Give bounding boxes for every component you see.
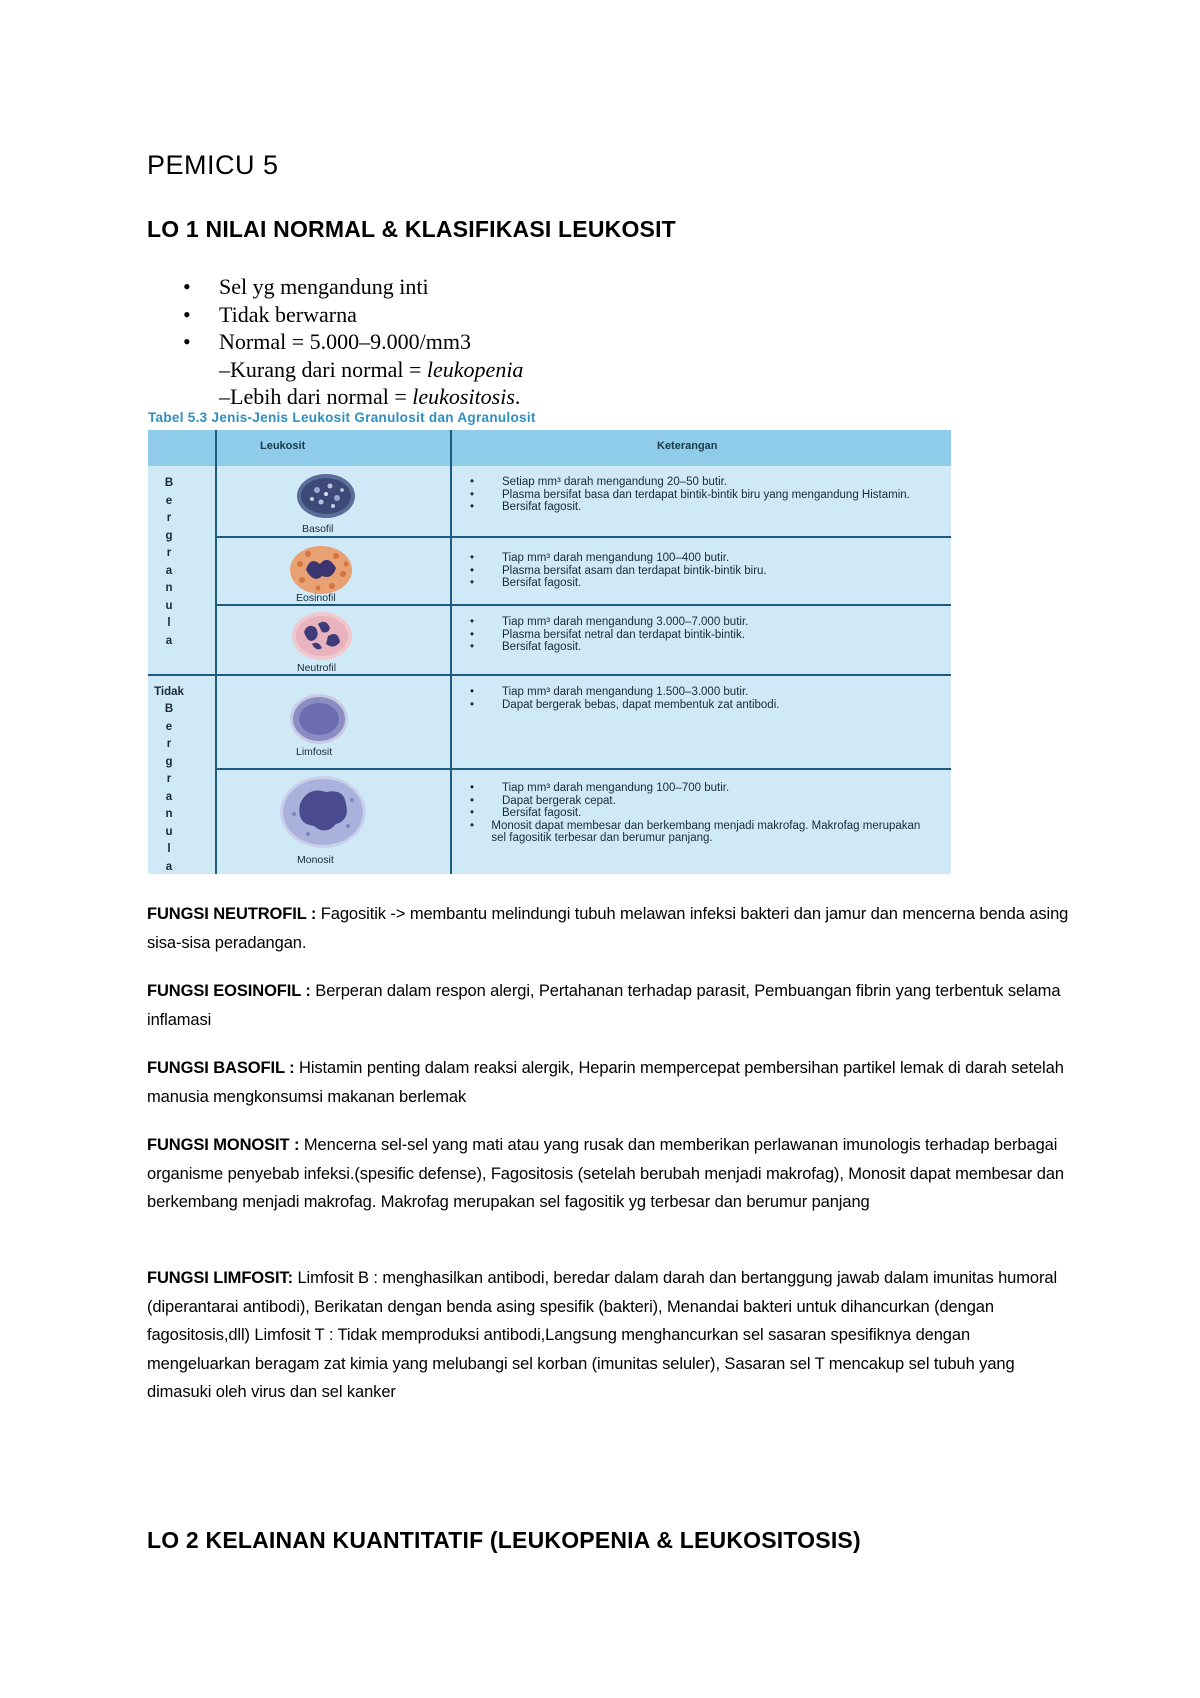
neutrofil-cell-image [290,610,354,662]
divider [148,674,951,676]
column-header-keterangan: Keterangan [657,440,718,452]
list-item: • Bersifat fagosit. [470,501,582,513]
cell-name-limfosit: Limfosit [296,746,333,758]
divider [215,430,217,874]
list-item: • Bersifat fagosit. [470,577,582,589]
column-header-leukosit: Leukosit [260,440,306,452]
description-monosit [468,782,928,845]
list-item: • Setiap mm³ darah mengandung 20–50 butir. [470,476,728,488]
sub-item-leukositosis: –Lebih dari normal = leukositosis. [219,384,521,409]
limfosit-cell-image [288,692,350,746]
table-caption: Tabel 5.3 Jenis-Jenis Leukosit Granulosit dan Agranulosit [148,410,536,425]
bullet-list [183,273,523,411]
divider [450,430,452,874]
paragraph-fungsi-basofil: FUNGSI BASOFIL : Histamin penting dalam reaksi alergik, Heparin mempercepat pembersihan partikel lemak di darah setelah manusia mengkonsumsi makanan berlemak [147,1059,1064,1106]
divider [215,604,951,606]
list-item: • Plasma bersifat netral dan terdapat bintik-bintik. [470,628,745,641]
paragraph-fungsi-monosit: FUNGSI MONOSIT : Mencerna sel-sel yang mati atau yang rusak dan memberikan perlawanan imunologis terhadap berbagai organisme penyebab infeksi.(spesific defense), Fagositosis (setelah berubah menjadi makrofag), Monosit dapat membesar dan berkembang menjadi makrofag. Makrofag merupakan sel fagositik yg terbesar dan berumur panjang [147,1136,1064,1211]
eosinofil-cell-image [288,544,354,596]
list-item: • Tiap mm³ darah mengandung 1.500–3.000 butir. [470,686,749,698]
list-item: • Sel yg mengandung inti [183,274,429,299]
divider [215,536,951,538]
list-item: • Dapat bergerak bebas, dapat membentuk zat antibodi. [470,698,780,711]
list-item: • Normal = 5.000–9.000/mm3 [183,329,471,354]
list-item: • Monosit dapat membesar dan berkembang menjadi makrofag. Makrofag merupakan sel fagositik terbesar dan berumur panjang. [470,819,921,844]
list-item: • Tiap mm³ darah mengandung 100–400 butir. [470,552,730,564]
basofil-cell-image [295,472,357,520]
cell-name-basofil: Basofil [302,523,334,535]
description-eosinofil [468,552,928,590]
list-item: • Tidak berwarna [183,301,357,327]
list-item: • Dapat bergerak cepat. [470,794,616,807]
list-item: • Tiap mm³ darah mengandung 100–700 butir. [470,782,730,794]
cell-name-neutrofil: Neutrofil [297,662,337,674]
list-item: • Tiap mm³ darah mengandung 3.000–7.000 butir. [470,616,749,628]
paragraph-fungsi-limfosit: FUNGSI LIMFOSIT: Limfosit B : menghasilkan antibodi, beredar dalam darah dan bertanggung jawab dalam imunitas humoral (diperantarai antibodi), Berikatan dengan benda asing spesifik (bakteri), Menandai bakteri untuk dihancurkan (dengan fagositosis,dll) Limfosit T : Tidak memproduksi antibodi,Langsung menghancurkan sel sasaran spesifiknya dengan mengeluarkan beragam zat kimia yang melubangi sel korban (imunitas seluler), Sasaran sel T mencakup sel tubuh yang dimasuki oleh virus dan sel kanker [147,1269,1058,1401]
monosit-cell-image [278,774,368,850]
list-item: • Plasma bersifat asam dan terdapat bintik-bintik biru. [470,564,767,577]
section-heading-lo2: LO 2 KELAINAN KUANTITATIF (LEUKOPENIA & LEUKOSITOSIS) [147,1527,861,1553]
divider [215,768,951,770]
description-neutrofil [468,616,928,654]
section-heading-lo1: LO 1 NILAI NORMAL & KLASIFIKASI LEUKOSIT [147,216,676,242]
page-title: PEMICU 5 [147,150,279,180]
group-label-tidak: Tidak [154,686,184,698]
leukocyte-table [148,430,951,874]
description-basofil [468,476,928,514]
paragraph-fungsi-eosinofil: FUNGSI EOSINOFIL : Berperan dalam respon alergi, Pertahanan terhadap parasit, Pembuangan fibrin yang terbentuk selama inflamasi [147,982,1061,1029]
list-item: • Bersifat fagosit. [470,641,582,653]
paragraph-fungsi-neutrofil: FUNGSI NEUTROFIL : Fagositik -> membantu melindungi tubuh melawan infeksi bakteri dan jamur dan mencerna benda asing sisa-sisa peradangan. [147,905,1069,952]
cell-name-monosit: Monosit [297,854,334,866]
description-limfosit [468,686,928,711]
group-label-bergranula: B e r g r a n u l a [164,477,174,647]
group-label-bergranula-2: B e r g r a n u l a [164,703,174,873]
sub-item-leukopenia: –Kurang dari normal = leukopenia [219,356,524,382]
list-item: • Bersifat fagosit. [470,807,582,819]
cell-name-eosinofil: Eosinofil [296,592,336,604]
list-item: • Plasma bersifat basa dan terdapat bintik-bintik biru yang mengandung Histamin. [470,488,910,501]
